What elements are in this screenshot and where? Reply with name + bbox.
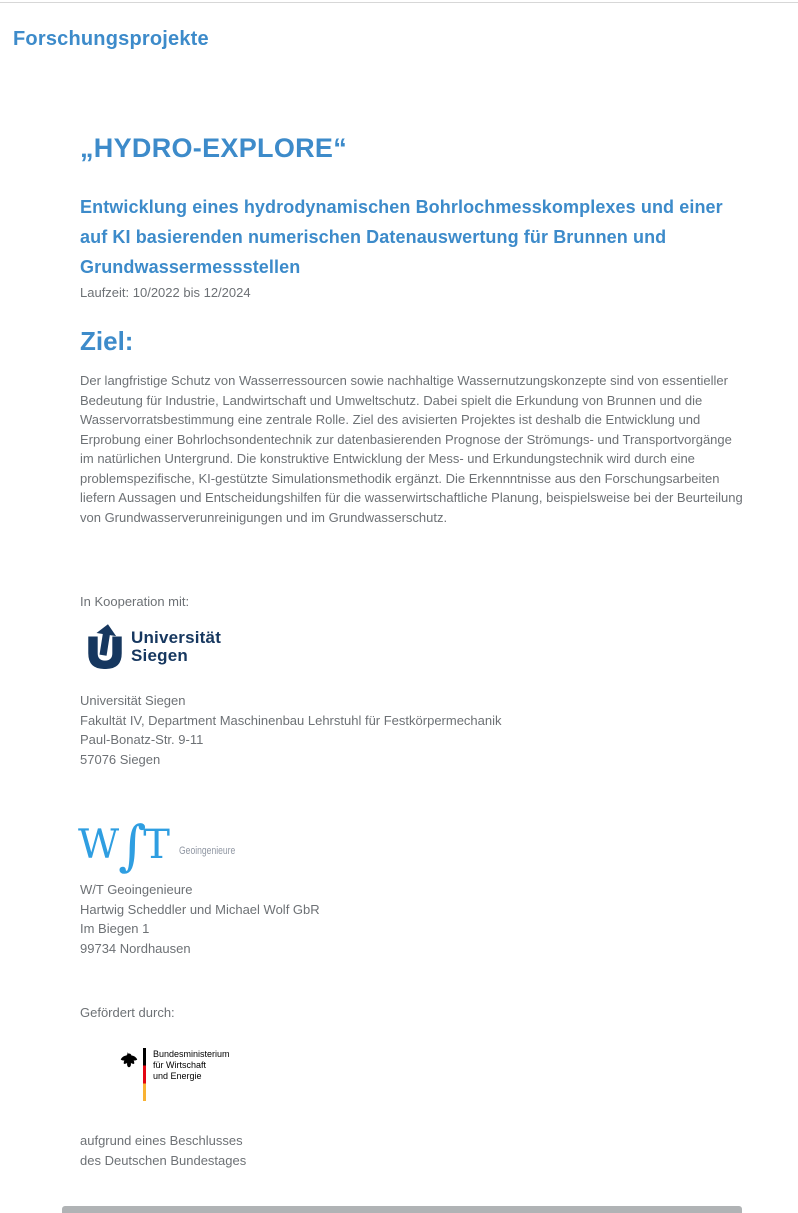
uni-siegen-logo bbox=[86, 624, 221, 670]
wt-logo-t: T bbox=[143, 822, 170, 868]
goal-paragraph: Der langfristige Schutz von Wasserressourcen sowie nachhaltige Wassernutzungskonzepte sind von essentieller Bedeutung für Industrie, Landwirtschaft und Umweltschutz. Dabei spielt die Erkundung von Brunnen und die Wasservorratsbestimmung eine zentrale Rolle. Ziel des avisierten Projektes ist deshalb die Entwicklung und Erprobung einer Bohrlochsondentechnik zur datenbasierenden Prognose der Strömungs- und Transportvorgänge im natürlichen Untergrund. Die konstruktive Entwicklung der Mess- und Erkundungstechnik wird durch eine problemspezifische, KI-gestützte Simulationsmethodik ergänzt. Die Erkennntnisse aus den Forschungsarbeiten liefern Aussagen und Entscheidungshilfen für die wasserwirtschaftliche Planung, beispielsweise bei der Beurteilung von Grundwasserverunreinigungen und im Grundwasserschutz. bbox=[80, 373, 743, 525]
address-line: 57076 Siegen bbox=[80, 751, 161, 767]
bundesadler-eagle-icon bbox=[118, 1049, 140, 1071]
address-line: Fakultät IV, Department Maschinenbau Lehrstuhl für Festkörpermechanik bbox=[80, 712, 502, 728]
project-duration: Laufzeit: 10/2022 bis 12/2024 bbox=[80, 285, 251, 300]
page-title: Forschungsprojekte bbox=[13, 28, 209, 50]
wt-logo-w: W bbox=[78, 822, 120, 868]
bmwi-text-line: und Energie bbox=[153, 1071, 202, 1081]
wt-address bbox=[80, 880, 320, 958]
uni-siegen-arrow-logo-icon bbox=[86, 624, 124, 670]
german-flag-stripe bbox=[143, 1048, 146, 1101]
funding-note bbox=[80, 1131, 246, 1170]
address-line: Im Biegen 1 bbox=[80, 921, 150, 936]
address-line: Hartwig Scheddler und Michael Wolf GbR bbox=[80, 901, 320, 917]
address-line: W/T Geoingenieure bbox=[80, 882, 193, 897]
funding-note-line: des Deutschen Bundestages bbox=[80, 1152, 247, 1168]
bmwi-logo bbox=[118, 1048, 230, 1101]
project-subtitle: Entwicklung eines hydrodynamischen Bohrlochmesskomplexes und einer auf KI basierenden numerischen Datenauswertung für Brunnen und Grundwassermessstellen bbox=[80, 197, 723, 277]
uni-siegen-logo-line2: Siegen bbox=[131, 646, 188, 665]
uni-siegen-address bbox=[80, 691, 502, 769]
top-divider bbox=[0, 2, 798, 3]
uni-siegen-logo-line1: Universität bbox=[131, 628, 222, 647]
bmwi-text-line: für Wirtschaft bbox=[153, 1060, 207, 1070]
wt-logo-subtitle: Geoingenieure bbox=[178, 845, 236, 857]
wt-logo-integral-icon: ∫ bbox=[118, 814, 147, 877]
address-line: Paul-Bonatz-Str. 9-11 bbox=[80, 732, 204, 747]
goal-heading: Ziel: bbox=[80, 326, 134, 356]
funding-note-line: aufgrund eines Beschlusses bbox=[80, 1133, 243, 1148]
horizontal-scrollbar[interactable] bbox=[62, 1206, 742, 1213]
wt-geoingenieure-logo bbox=[78, 814, 251, 877]
address-line: 99734 Nordhausen bbox=[80, 940, 191, 956]
project-title: „HYDRO-EXPLORE“ bbox=[80, 133, 348, 163]
funded-by-label: Gefördert durch: bbox=[80, 1005, 175, 1020]
uni-siegen-logo-text bbox=[131, 629, 221, 665]
bmwi-logo-text bbox=[153, 1049, 230, 1082]
address-line: Universität Siegen bbox=[80, 693, 186, 708]
bmwi-text-line: Bundesministerium bbox=[153, 1049, 230, 1059]
cooperation-label: In Kooperation mit: bbox=[80, 594, 190, 609]
